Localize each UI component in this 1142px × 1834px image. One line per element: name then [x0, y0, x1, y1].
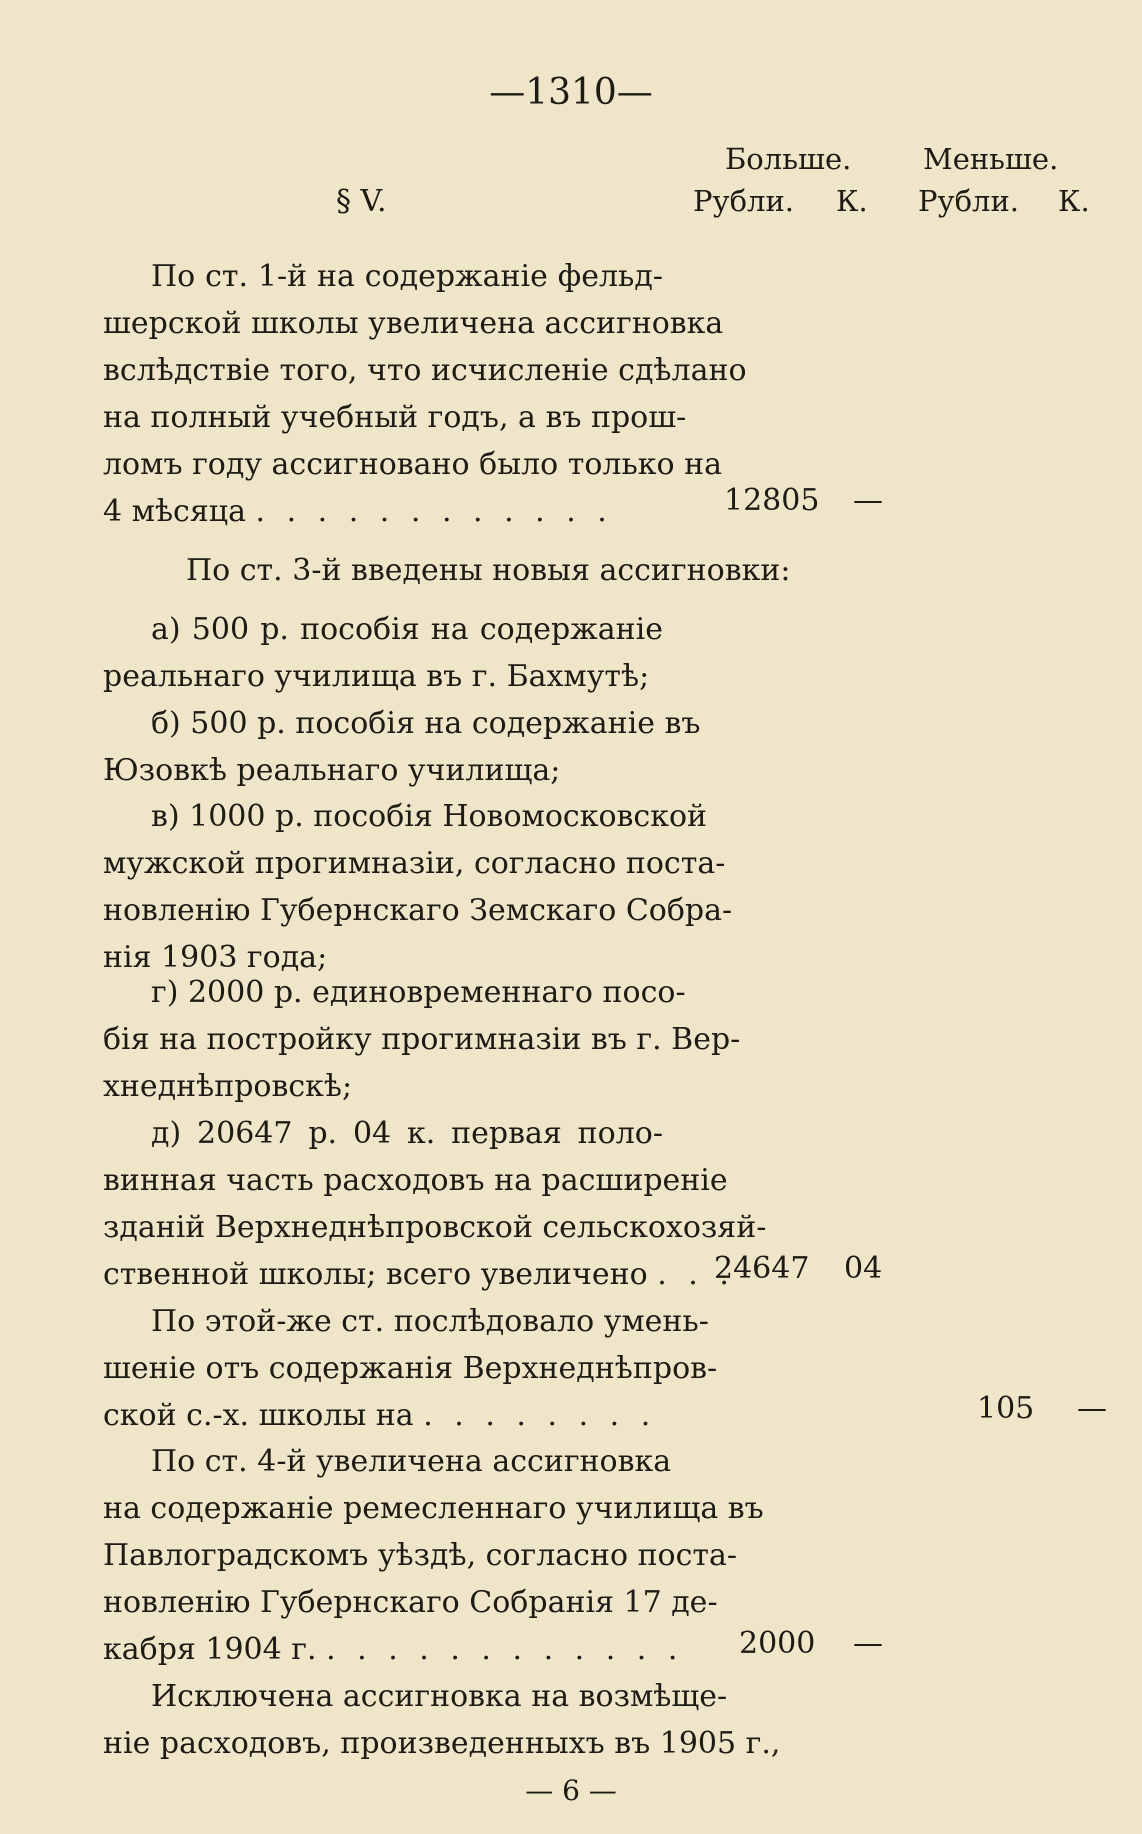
header-less: Меньше.: [923, 142, 1059, 176]
text-line: Павлоградскомъ уѣздѣ, согласно поста-: [103, 1538, 738, 1573]
text-line: бія на постройку прогимназіи въ г. Вер-: [103, 1022, 741, 1057]
text-line: хнеднѣпровскѣ;: [103, 1069, 353, 1104]
amount-more-rubles: 12805: [724, 483, 820, 518]
text-line: [103, 1626, 684, 1673]
amount-more-kop: —: [853, 483, 883, 518]
text-line: [103, 488, 663, 535]
text-line: мужской прогимназіи, согласно поста-: [103, 846, 726, 881]
paragraph-article-3: По ст. 3-й введены новыя ассигновки:: [186, 553, 791, 588]
header-more: Больше.: [725, 142, 852, 176]
text-line-content: ской с.-х. школы на: [103, 1398, 414, 1433]
text-line: д) 20647 р. 04 к. первая поло-: [151, 1116, 663, 1151]
header-rubles-less: Рубли.: [918, 184, 1020, 218]
text-line: По ст. 4-й увеличена ассигновка: [151, 1444, 672, 1479]
amount-less-kop: —: [1077, 1391, 1107, 1426]
text-line: По этой-же ст. послѣдовало умень-: [151, 1304, 709, 1339]
text-line: реальнаго училища въ г. Бахмутѣ;: [103, 659, 650, 694]
paragraph-exclusion: [103, 1673, 781, 1767]
paragraph-article-4: [103, 1438, 764, 1673]
text-line: [103, 1251, 735, 1298]
text-line-content: кабря 1904 г.: [103, 1632, 317, 1667]
text-line: новленію Губернскаго Земскаго Собра-: [103, 893, 733, 928]
text-line-content: 4 мѣсяца: [103, 494, 246, 529]
amount-more-kop: —: [853, 1626, 883, 1661]
text-line: Исключена ассигновка на возмѣще-: [151, 1679, 728, 1714]
text-line: б) 500 р. пособія на содержаніе въ: [151, 706, 701, 741]
text-line: г) 2000 р. единовременнаго посо-: [151, 975, 686, 1010]
text-line: вслѣдствіе того, что исчисленіе сдѣлано: [103, 353, 747, 388]
text-line: в) 1000 р. пособія Новомосковской: [151, 799, 708, 834]
text-line: ломъ году ассигновано было только на: [103, 447, 723, 482]
amount-more-kop: 04: [844, 1251, 883, 1286]
text-line: а) 500 р. пособія на содержаніе: [151, 612, 663, 647]
text-line-content: ственной школы; всего увеличено: [103, 1257, 648, 1292]
text-line: [103, 1392, 663, 1439]
paragraph-reduction: [103, 1298, 718, 1439]
text-line: новленію Губернскаго Собранія 17 де-: [103, 1585, 718, 1620]
text-line: шерской школы увеличена ассигновка: [103, 306, 724, 341]
item-b: [103, 700, 701, 794]
text-line: шеніе отъ содержанія Верхнеднѣпров-: [103, 1351, 718, 1386]
dot-leader: . . . . . . . . . . . .: [255, 494, 613, 529]
header-kop-more: К.: [836, 184, 868, 218]
dot-leader: . . .: [657, 1257, 735, 1292]
header-kop-less: К.: [1058, 184, 1090, 218]
amount-less-rubles: 105: [977, 1391, 1035, 1426]
section-heading: § V.: [336, 184, 387, 219]
dot-leader: . . . . . . . . . . . .: [326, 1632, 684, 1667]
text-line: По ст. 1-й на содержаніе фельд-: [151, 259, 663, 294]
header-rubles-more: Рубли.: [693, 184, 795, 218]
footer-signature-mark: — 6 —: [525, 1774, 617, 1807]
text-line: винная часть расходовъ на расширеніе: [103, 1163, 728, 1198]
text-line: нія 1903 года;: [103, 940, 328, 975]
text-line: Юзовкѣ реальнаго училища;: [103, 753, 561, 788]
text-line: на содержаніе ремесленнаго училища въ: [103, 1491, 764, 1526]
paragraph-article-1: [103, 253, 747, 535]
item-a: [103, 606, 663, 700]
text-line: на полный учебный годъ, а въ прош-: [103, 400, 687, 435]
amount-more-rubles: 24647: [714, 1251, 810, 1286]
dot-leader: . . . . . . . .: [423, 1398, 657, 1433]
text-line: ніе расходовъ, произведенныхъ въ 1905 г.,: [103, 1726, 781, 1761]
item-g: [103, 969, 741, 1110]
page-number: —1310—: [489, 72, 653, 113]
item-v: [103, 793, 733, 981]
text-line: зданій Верхнеднѣпровской сельскохозяй-: [103, 1210, 767, 1245]
amount-more-rubles: 2000: [739, 1626, 816, 1661]
